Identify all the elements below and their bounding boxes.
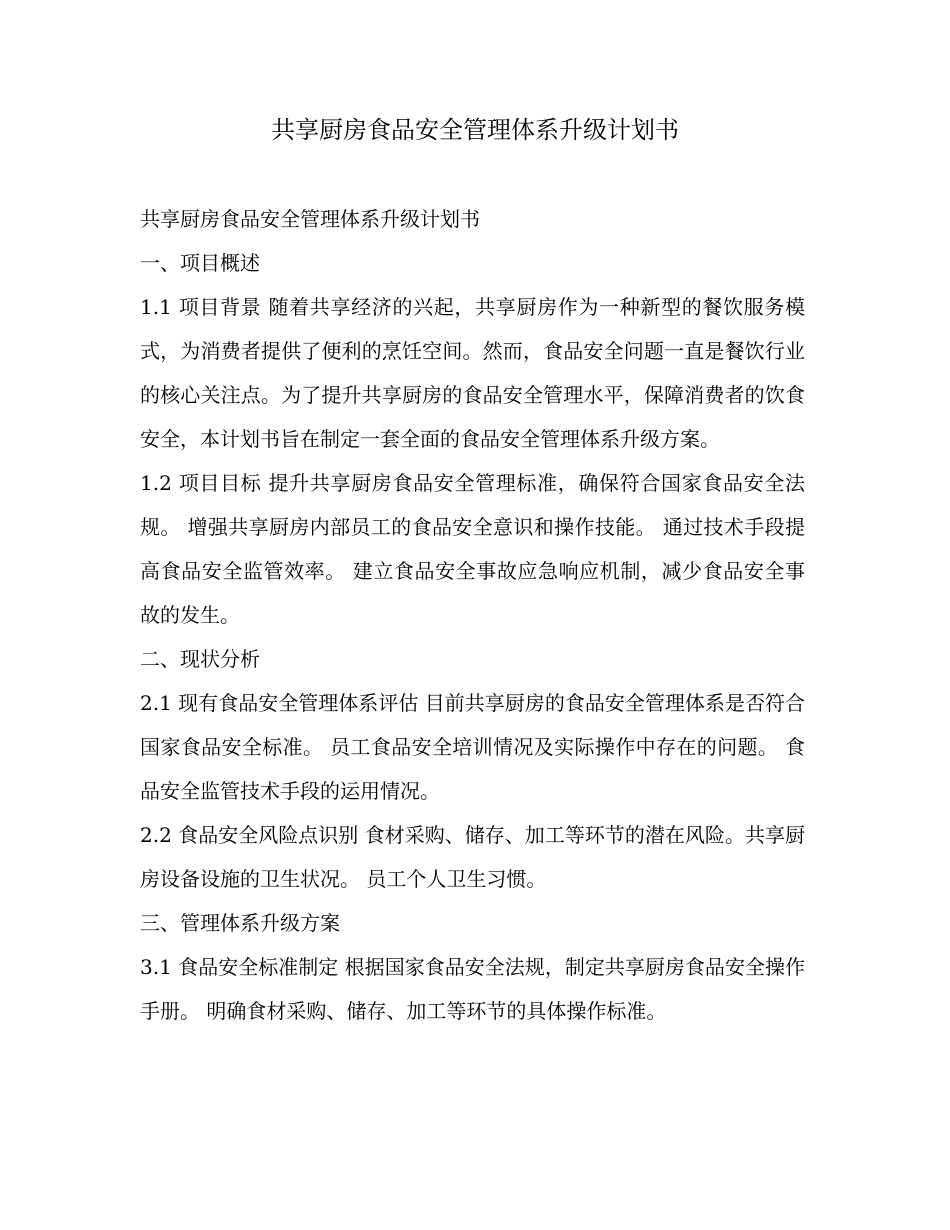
section-heading-status-analysis: 二、现状分析 [140,647,260,671]
document-title: 共享厨房食品安全管理体系升级计划书 [271,116,679,144]
section-heading-overview: 一、项目概述 [140,251,260,275]
paragraph-project-background: 1.1 项目背景 随着共享经济的兴起，共享厨房作为一种新型的餐饮服务模式，为消费者提供了便利的烹饪空间。然而，食品安全问题一直是餐饮行业的核心关注点。为了提升共享厨房的食品安全管理水平，保障消费者的饮食安全，本计划书旨在制定一套全面的食品安全管理体系升级方案。 [140,295,805,451]
subtitle-paragraph: 共享厨房食品安全管理体系升级计划书 [140,207,480,231]
paragraph-system-evaluation: 2.1 现有食品安全管理体系评估 目前共享厨房的食品安全管理体系是否符合国家食品安全标准。 员工食品安全培训情况及实际操作中存在的问题。 食品安全监管技术手段的运用情况。 [140,691,805,803]
section-heading-upgrade-plan: 三、管理体系升级方案 [140,911,340,935]
paragraph-standard-setting: 3.1 食品安全标准制定 根据国家食品安全法规，制定共享厨房食品安全操作手册。 明确食材采购、储存、加工等环节的具体操作标准。 [140,955,805,1023]
paragraph-project-goals: 1.2 项目目标 提升共享厨房食品安全管理标准，确保符合国家食品安全法规。 增强共享厨房内部员工的食品安全意识和操作技能。 通过技术手段提高食品安全监管效率。 建立食品安全事故应急响应机制，减少食品安全事故的发生。 [140,471,805,627]
document-body [140,197,805,1033]
paragraph-risk-identification: 2.2 食品安全风险点识别 食材采购、储存、加工等环节的潜在风险。共享厨房设备设施的卫生状况。 员工个人卫生习惯。 [140,823,805,891]
